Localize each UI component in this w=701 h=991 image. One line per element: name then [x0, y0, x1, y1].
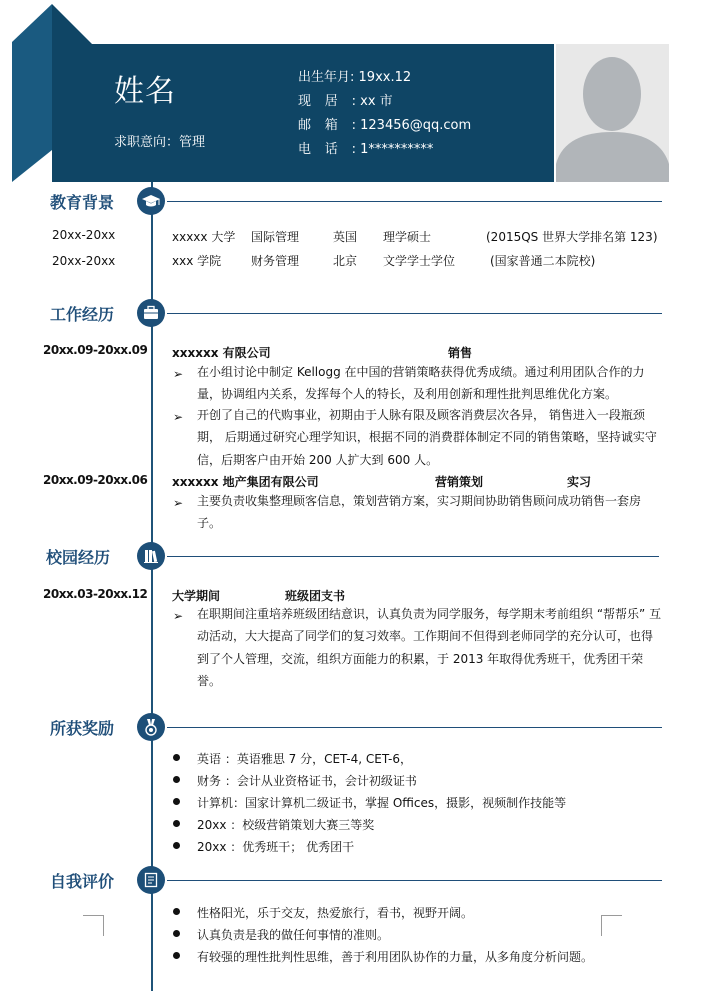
info-phone-value: 1**********	[360, 142, 434, 157]
edu-major-1: 国际管理	[251, 230, 300, 244]
arrow-bullet-icon: ➢	[173, 496, 184, 510]
edu-degree-1: 理学硕士	[383, 230, 432, 244]
document-icon	[137, 866, 165, 894]
section-title-work: 工作经历	[50, 305, 115, 324]
info-residence-value: xx 市	[360, 94, 393, 109]
info-birth-key: 出生年月:	[298, 70, 355, 85]
work-type-2: 实习	[567, 475, 592, 489]
page-corner-mark-right	[601, 915, 622, 936]
info-birth-value: 19xx.12	[358, 70, 412, 85]
bullet-dot-icon	[173, 842, 180, 849]
bullet-dot-icon	[173, 952, 180, 959]
bullet-dot-icon	[173, 820, 180, 827]
campus-org: 大学期间	[172, 589, 221, 603]
campus-role: 班级团支书	[285, 589, 346, 603]
work-date-2: 20xx.09-20xx.06	[43, 473, 148, 487]
avatar-silhouette-icon	[556, 44, 669, 182]
page-corner-mark-left	[83, 915, 104, 936]
candidate-name: 姓名	[114, 74, 176, 109]
edu-school-1: xxxxx 大学	[172, 230, 236, 244]
info-email-key: 邮箱:	[298, 118, 356, 133]
info-residence-key: 现居:	[298, 94, 356, 109]
work-company-1: xxxxxx 有限公司	[172, 346, 271, 360]
info-phone-key: 电话:	[298, 142, 356, 157]
award-item-1: 英语 ：英语雅思 7 分，CET-4, CET-6，	[197, 752, 413, 766]
info-email-value: 123456@qq.com	[360, 118, 472, 133]
work-1-bullet-1: 在小组讨论中制定 Kellogg 在中国的营销策略获得优秀成绩。通过利用团队合作的力量，协调组内关系，发挥每个人的特长，及利用创新和理性批判思维优化方案。	[197, 365, 645, 402]
bullet-dot-icon	[173, 754, 180, 761]
arrow-bullet-icon: ➢	[173, 367, 184, 381]
section-title-awards: 所获奖励	[50, 719, 115, 738]
bullet-dot-icon	[173, 908, 180, 915]
award-item-3: 计算机：国家计算机二级证书，掌握 Offices，摄影，视频制作技能等	[197, 796, 567, 810]
edu-major-2: 财务管理	[251, 254, 300, 268]
arrow-bullet-icon: ➢	[173, 609, 184, 623]
award-item-4: 20xx ：校级营销策划大赛三等奖	[197, 818, 375, 832]
section-divider-work	[167, 313, 662, 314]
award-item-2: 财务 ：会计从业资格证书，会计初级证书	[197, 774, 417, 788]
section-divider-campus	[167, 556, 659, 557]
edu-school-2: xxx 学院	[172, 254, 222, 268]
work-date-1: 20xx.09-20xx.09	[43, 343, 148, 357]
self-item-2: 认真负责是我的做任何事情的准则。	[197, 928, 390, 942]
work-1-bullet-2: 开创了自己的代购事业，初期由于人脉有限及顾客消费层次各异， 销售进入一段瓶颈期， 后期通过研究心理学知识，根据不同的消费群体制定不同的销售策略，坚持诚实守信，后期客户由开始 200 人扩大到 600 人。	[197, 408, 657, 467]
header-ribbon	[0, 0, 100, 185]
job-intent-label: 求职意向：	[114, 135, 180, 150]
work-role-1: 销售	[448, 346, 473, 360]
section-divider-self	[167, 880, 662, 881]
self-item-3: 有较强的理性批判性思维，善于利用团队协作的力量，从多角度分析问题。	[197, 950, 594, 964]
info-phone	[298, 138, 433, 157]
edu-note-1: (2015QS 世界大学排名第 123)	[486, 230, 658, 244]
medal-icon	[137, 713, 165, 741]
header-banner	[52, 44, 554, 182]
bullet-dot-icon	[173, 776, 180, 783]
bullet-dot-icon	[173, 930, 180, 937]
section-divider-education	[167, 201, 662, 202]
edu-date-1: 20xx-20xx	[52, 228, 116, 242]
info-email	[298, 114, 471, 133]
section-title-education: 教育背景	[50, 193, 115, 212]
work-2-bullet-1: 主要负责收集整理顾客信息，策划营销方案，实习期间协助销售顾问成功销售一套房子。	[197, 494, 642, 531]
bullet-dot-icon	[173, 798, 180, 805]
work-company-2: xxxxxx 地产集团有限公司	[172, 475, 319, 489]
job-intent-value: 管理	[179, 135, 206, 150]
graduation-cap-icon	[137, 187, 165, 215]
info-birth	[298, 66, 411, 85]
profile-photo-placeholder	[556, 44, 669, 182]
edu-place-1: 英国	[333, 230, 358, 244]
campus-date: 20xx.03-20xx.12	[43, 587, 148, 601]
self-item-1: 性格阳光，乐于交友，热爱旅行，看书，视野开阔。	[197, 906, 474, 920]
job-intent	[114, 131, 205, 150]
edu-date-2: 20xx-20xx	[52, 254, 116, 268]
section-divider-awards	[167, 727, 662, 728]
edu-degree-2: 文学学士学位	[383, 254, 456, 268]
info-residence	[298, 90, 393, 109]
books-icon	[137, 542, 165, 570]
edu-place-2: 北京	[333, 254, 358, 268]
section-title-campus: 校园经历	[46, 548, 111, 567]
campus-bullet: 在职期间注重培养班级团结意识，认真负责为同学服务，每学期末考前组织 “帮帮乐” 互动活动，大大提高了同学们的复习效率。工作期间不但得到老师同学的充分认可，也得到了个人管理，交流，组织方面能力的积累，于 2013 年取得优秀班干，优秀团干荣誉。	[197, 607, 662, 689]
edu-note-2: (国家普通二本院校)	[490, 254, 596, 268]
section-title-self: 自我评价	[50, 872, 115, 891]
briefcase-icon	[137, 299, 165, 327]
award-item-5: 20xx ：优秀班干； 优秀团干	[197, 840, 355, 854]
work-role-2: 营销策划	[435, 475, 484, 489]
arrow-bullet-icon: ➢	[173, 410, 184, 424]
